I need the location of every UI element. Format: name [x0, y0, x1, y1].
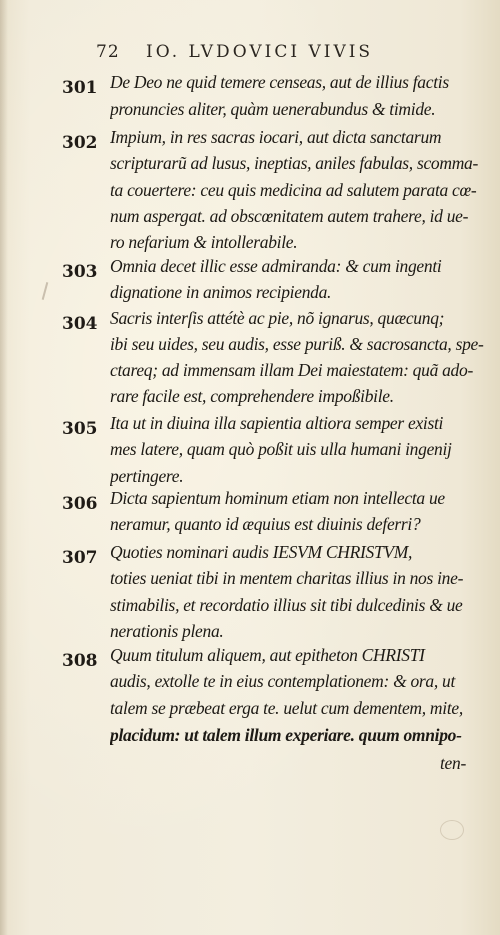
text-line: Quoties nominari audis IESVM CHRISTVM, — [110, 542, 413, 562]
entry-number: 308 — [62, 651, 98, 671]
text-line: dignatione in animos recipienda. — [110, 282, 332, 302]
text-line: Quum titulum aliquem, aut epitheton CHRISTI — [110, 645, 425, 665]
paper-stain — [440, 820, 464, 840]
text-line: scripturarũ ad lusus, ineptias, aniles fabulas, scomma- — [110, 153, 479, 173]
text-line: placidum: ut talem illum experiare. quum omnipo- — [110, 725, 462, 745]
text-line: Impium, in res sacras iocari, aut dicta sanctarum — [110, 127, 442, 147]
text-line: pronuncies aliter, quàm uenerabundus & timide. — [110, 99, 436, 119]
entry-number: 305 — [62, 419, 98, 439]
text-line: stimabilis, et recordatio illius sit tibi dulcedinis & ue — [110, 595, 463, 615]
ink-mark — [42, 282, 49, 300]
text-line: audis, extolle te in eius contemplationem: & ora, ut — [110, 671, 456, 691]
text-line: ro nefarium & intollerabile. — [110, 232, 298, 252]
text-line: pertingere. — [110, 466, 184, 486]
page-gutter-shadow — [0, 0, 8, 935]
text-line: Omnia decet illic esse admiranda: & cum ingenti — [110, 256, 442, 276]
entry-number: 306 — [62, 494, 98, 514]
entry-number: 304 — [62, 314, 98, 334]
text-line: ta couertere: ceu quis medicina ad salutem parata cœ- — [110, 180, 477, 200]
catchword: ten- — [440, 753, 467, 773]
entry-number: 307 — [62, 548, 98, 568]
running-title: IO. LVDOVICI VIVIS — [146, 42, 374, 62]
text-line: De Deo ne quid temere censeas, aut de illius factis — [110, 72, 449, 92]
entry-number: 302 — [62, 133, 98, 153]
text-line: num aspergat. ad obscœnitatem autem trahere, id ue- — [110, 206, 469, 226]
text-line: ctareq; ad immensam illam Dei maiestatem: quã ado- — [110, 360, 473, 380]
page-number: 72 — [96, 42, 120, 62]
text-line: ibi seu uides, seu audis, esse puriß. & sacrosancta, spe- — [110, 334, 484, 354]
entry-number: 303 — [62, 262, 98, 282]
text-line: nerationis plena. — [110, 621, 224, 641]
text-line: mes latere, quam quò poßit uis ulla humani ingenij — [110, 439, 452, 459]
running-header — [96, 42, 373, 62]
entry-number: 301 — [62, 78, 98, 98]
text-line: talem se præbeat erga te. uelut cum dementem, mite, — [110, 698, 463, 718]
text-line: Ita ut in diuina illa sapientia altiora semper existi — [110, 413, 444, 433]
text-line: toties ueniat tibi in mentem charitas illius in nos ine- — [110, 568, 464, 588]
text-line: Dicta sapientum hominum etiam non intellecta ue — [110, 488, 445, 508]
text-line: rare facile est, comprehendere impoßibile. — [110, 386, 394, 406]
text-line: Sacris interſis attétè ac pie, nõ ignarus, quæcunq; — [110, 308, 445, 328]
text-line: neramur, quanto id æquius est diuinis deferri? — [110, 514, 421, 534]
